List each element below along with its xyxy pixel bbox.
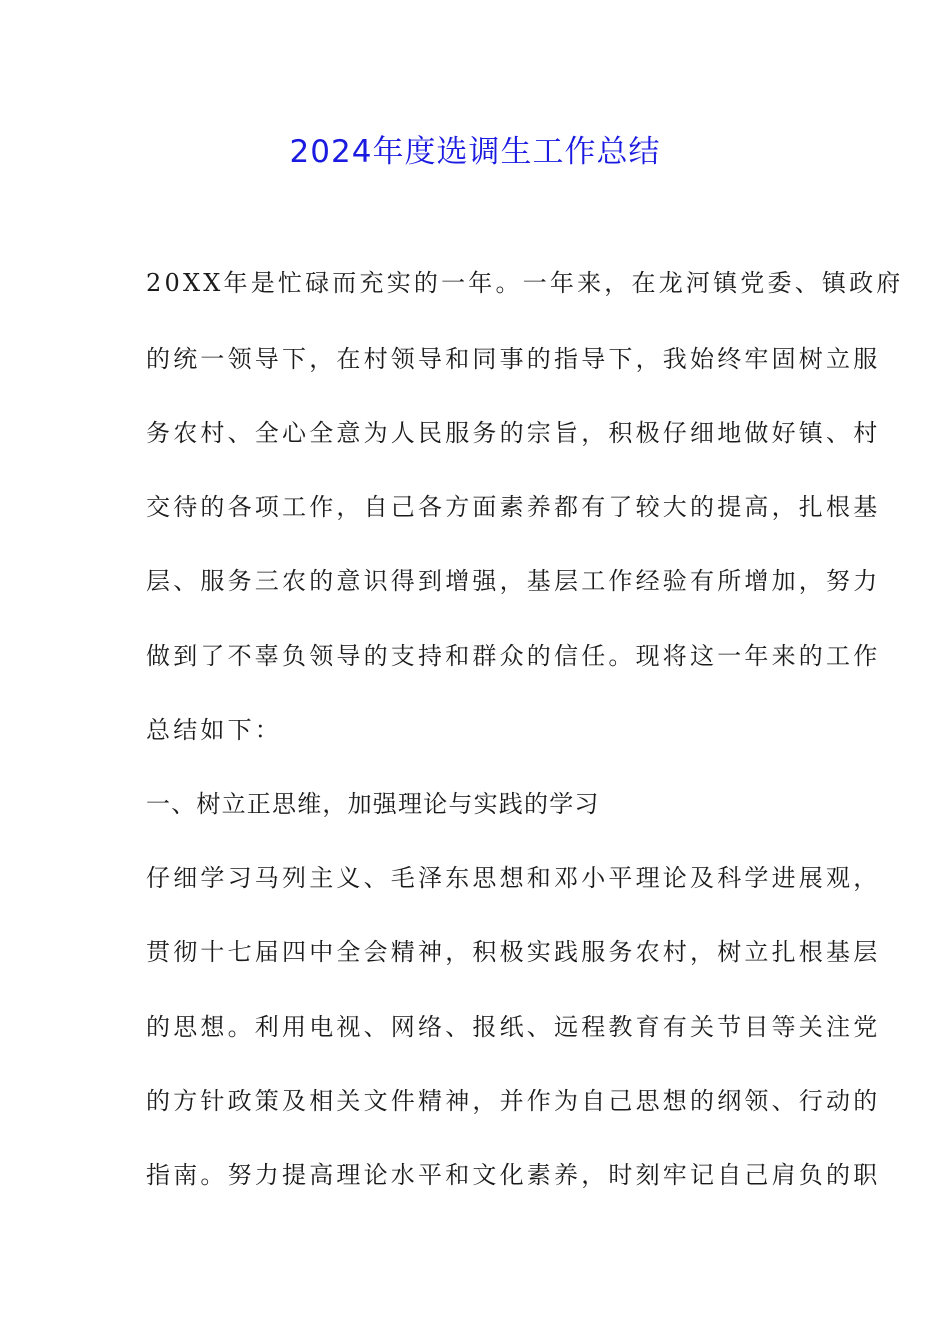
- paragraph-line: 指南。努力提高理论水平和文化素养，时刻牢记自己肩负的职: [146, 1161, 881, 1189]
- paragraph-line: 的方针政策及相关文件精神，并作为自己思想的纲领、行动的: [146, 1087, 881, 1115]
- paragraph-line: 贯彻十七届四中全会精神，积极实践服务农村，树立扎根基层: [146, 938, 881, 966]
- paragraph-line: 20XX年是忙碌而充实的一年。一年来，在龙河镇党委、镇政府: [146, 269, 904, 297]
- document-title: 2024年度选调生工作总结: [289, 134, 661, 170]
- paragraph-line: 做到了不辜负领导的支持和群众的信任。现将这一年来的工作: [146, 642, 881, 670]
- paragraph-line: 交待的各项工作，自己各方面素养都有了较大的提高，扎根基: [146, 493, 881, 521]
- paragraph-line: 的思想。利用电视、网络、报纸、远程教育有关节目等关注党: [146, 1013, 881, 1041]
- paragraph-line: 仔细学习马列主义、毛泽东思想和邓小平理论及科学进展观，: [146, 864, 881, 892]
- paragraph-line: 层、服务三农的意识得到增强，基层工作经验有所增加，努力: [146, 567, 881, 595]
- paragraph-line: 务农村、全心全意为人民服务的宗旨，积极仔细地做好镇、村: [146, 419, 881, 447]
- paragraph-line: 的统一领导下，在村领导和同事的指导下，我始终牢固树立服: [146, 345, 881, 373]
- paragraph-line: 总结如下：: [146, 716, 282, 744]
- section-heading: 一、树立正思维，加强理论与实践的学习: [146, 790, 600, 818]
